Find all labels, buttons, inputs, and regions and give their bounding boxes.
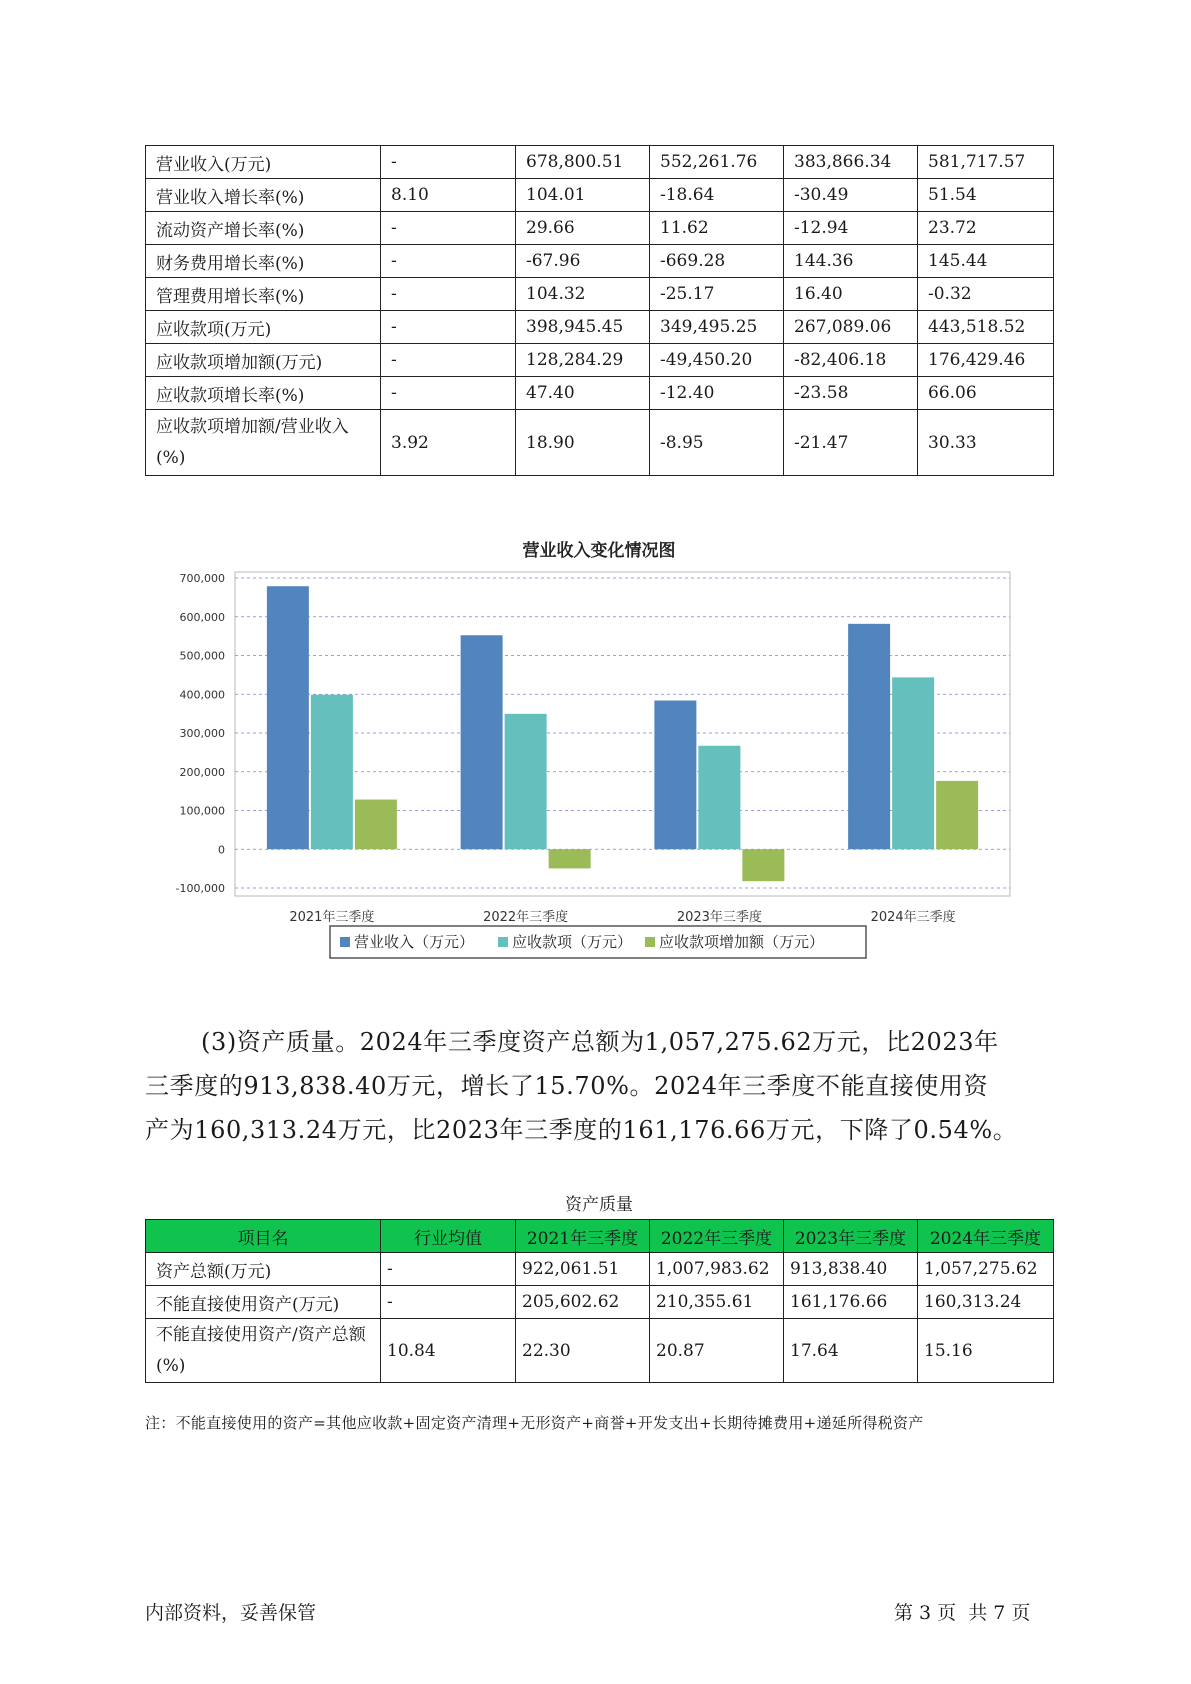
bar (742, 849, 784, 881)
x-tick-label: 2021年三季度 (289, 910, 375, 925)
value-cell: -8.95 (650, 410, 784, 476)
row-label-cell: 应收款项增加额/营业收入(%) (146, 410, 381, 476)
paragraph-line: 产为160,313.24万元，比2023年三季度的161,176.66万元，下降了0.54%。 (145, 1116, 1018, 1144)
value-cell: -67.96 (516, 245, 650, 278)
paragraph-line: 三季度的913,838.40万元，增长了15.70%。2024年三季度不能直接使用资 (145, 1072, 989, 1100)
value-cell: 552,261.76 (650, 146, 784, 179)
financial-metrics-table (145, 145, 1054, 476)
bar (355, 800, 397, 850)
value-cell: 104.32 (516, 278, 650, 311)
row-label-cell: 财务费用增长率(%) (146, 245, 381, 278)
asset-quality-paragraph (145, 1020, 1060, 1152)
value-cell: -25.17 (650, 278, 784, 311)
value-cell: 160,313.24 (918, 1286, 1054, 1319)
row-label-cell: 应收款项增加额(万元) (146, 344, 381, 377)
table-row (146, 1286, 1054, 1319)
value-cell: 922,061.51 (516, 1253, 650, 1286)
value-cell: - (381, 344, 516, 377)
legend-label: 应收款项（万元） (512, 933, 633, 951)
value-cell: 18.90 (516, 410, 650, 476)
x-tick-label: 2023年三季度 (676, 910, 762, 925)
value-cell: - (381, 1286, 516, 1319)
value-cell: 913,838.40 (784, 1253, 918, 1286)
table-row (146, 1319, 1054, 1383)
table-row (146, 344, 1054, 377)
chart-title: 营业收入变化情况图 (522, 541, 676, 561)
column-header: 行业均值 (381, 1220, 516, 1253)
column-header: 项目名 (146, 1220, 381, 1253)
column-header: 2024年三季度 (918, 1220, 1054, 1253)
value-cell: - (381, 311, 516, 344)
value-cell: 51.54 (918, 179, 1054, 212)
value-cell: - (381, 377, 516, 410)
bar (461, 635, 503, 849)
value-cell: 581,717.57 (918, 146, 1054, 179)
bar (311, 695, 353, 850)
value-cell: 20.87 (650, 1319, 784, 1383)
row-label-cell: 不能直接使用资产/资产总额(%) (146, 1319, 381, 1383)
value-cell: 210,355.61 (650, 1286, 784, 1319)
y-tick-label: 700,000 (179, 572, 225, 585)
value-cell: 11.62 (650, 212, 784, 245)
y-tick-label: 100,000 (179, 804, 225, 818)
value-cell: 128,284.29 (516, 344, 650, 377)
value-cell: 30.33 (918, 410, 1054, 476)
table-row (146, 179, 1054, 212)
value-cell: -49,450.20 (650, 344, 784, 377)
value-cell: 104.01 (516, 179, 650, 212)
value-cell: 443,518.52 (918, 311, 1054, 344)
column-header: 2021年三季度 (516, 1220, 650, 1253)
bar (698, 746, 740, 849)
bar (505, 714, 547, 849)
value-cell: 176,429.46 (918, 344, 1054, 377)
value-cell: -12.94 (784, 212, 918, 245)
y-tick-label: 600,000 (179, 610, 225, 624)
value-cell: -30.49 (784, 179, 918, 212)
value-cell: 161,176.66 (784, 1286, 918, 1319)
value-cell: 398,945.45 (516, 311, 650, 344)
value-cell: -12.40 (650, 377, 784, 410)
asset-quality-table (145, 1219, 1054, 1383)
value-cell: 23.72 (918, 212, 1054, 245)
value-cell: 16.40 (784, 278, 918, 311)
value-cell: 383,866.34 (784, 146, 918, 179)
legend-label: 营业收入（万元） (354, 933, 475, 951)
legend-swatch (498, 937, 508, 947)
bar (267, 586, 309, 849)
value-cell: 17.64 (784, 1319, 918, 1383)
table-row (146, 146, 1054, 179)
legend-swatch (645, 937, 655, 947)
legend-swatch (340, 937, 350, 947)
value-cell: 145.44 (918, 245, 1054, 278)
value-cell: 8.10 (381, 179, 516, 212)
footer-confidential: 内部资料，妥善保管 (145, 1602, 317, 1624)
footnote: 注：不能直接使用的资产=其他应收款+固定资产清理+无形资产+商誉+开发支出+长期待摊费用+递延所得税资产 (145, 1414, 924, 1432)
y-tick-label: 300,000 (179, 727, 225, 740)
row-label-cell: 流动资产增长率(%) (146, 212, 381, 245)
table-row (146, 311, 1054, 344)
paragraph-line: (3)资产质量。2024年三季度资产总额为1,057,275.62万元，比2023年 (201, 1028, 999, 1056)
bar (848, 624, 890, 849)
value-cell: -82,406.18 (784, 344, 918, 377)
revenue-bar-chart (140, 560, 1040, 980)
table-row (146, 377, 1054, 410)
column-header: 2022年三季度 (650, 1220, 784, 1253)
y-tick-label: 500,000 (179, 649, 225, 663)
table-row (146, 245, 1054, 278)
table-row (146, 212, 1054, 245)
row-label-cell: 营业收入(万元) (146, 146, 381, 179)
y-tick-label: 400,000 (179, 688, 225, 702)
value-cell: 66.06 (918, 377, 1054, 410)
row-label-cell: 营业收入增长率(%) (146, 179, 381, 212)
value-cell: 205,602.62 (516, 1286, 650, 1319)
y-tick-label: -100,000 (175, 882, 225, 895)
value-cell: 144.36 (784, 245, 918, 278)
value-cell: -21.47 (784, 410, 918, 476)
value-cell: 29.66 (516, 212, 650, 245)
legend-label: 应收款项增加额（万元） (659, 933, 825, 951)
x-tick-label: 2022年三季度 (483, 910, 569, 925)
value-cell: 1,057,275.62 (918, 1253, 1054, 1286)
value-cell: - (381, 278, 516, 311)
table-row (146, 278, 1054, 311)
value-cell: - (381, 245, 516, 278)
row-label-cell: 管理费用增长率(%) (146, 278, 381, 311)
bar (936, 781, 978, 849)
value-cell: 678,800.51 (516, 146, 650, 179)
x-tick-label: 2024年三季度 (870, 910, 956, 925)
value-cell: - (381, 212, 516, 245)
row-label-cell: 应收款项增长率(%) (146, 377, 381, 410)
value-cell: -669.28 (650, 245, 784, 278)
row-label-cell: 资产总额(万元) (146, 1253, 381, 1286)
value-cell: 10.84 (381, 1319, 516, 1383)
table-header-row (146, 1220, 1054, 1253)
table-row (146, 410, 1054, 476)
footer-page-number: 第 3 页 共 7 页 (894, 1602, 1031, 1624)
value-cell: -18.64 (650, 179, 784, 212)
bar (549, 849, 591, 868)
column-header: 2023年三季度 (784, 1220, 918, 1253)
table-row (146, 1253, 1054, 1286)
value-cell: -23.58 (784, 377, 918, 410)
value-cell: 47.40 (516, 377, 650, 410)
row-label-cell: 应收款项(万元) (146, 311, 381, 344)
bar (892, 677, 934, 849)
y-tick-label: 0 (218, 843, 225, 857)
y-tick-label: 200,000 (179, 765, 225, 779)
value-cell: - (381, 1253, 516, 1286)
value-cell: 267,089.06 (784, 311, 918, 344)
value-cell: - (381, 146, 516, 179)
value-cell: 15.16 (918, 1319, 1054, 1383)
value-cell: 3.92 (381, 410, 516, 476)
table-caption: 资产质量 (565, 1195, 633, 1215)
value-cell: 22.30 (516, 1319, 650, 1383)
value-cell: -0.32 (918, 278, 1054, 311)
bar (654, 701, 696, 850)
value-cell: 349,495.25 (650, 311, 784, 344)
value-cell: 1,007,983.62 (650, 1253, 784, 1286)
row-label-cell: 不能直接使用资产(万元) (146, 1286, 381, 1319)
